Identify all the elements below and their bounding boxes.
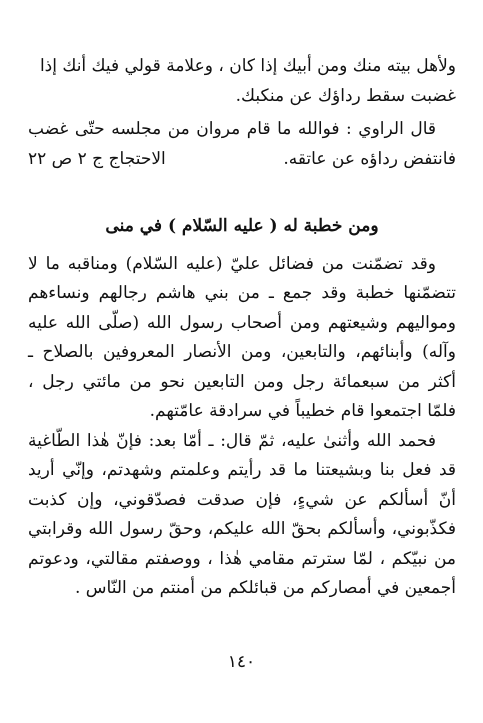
rawi-text: قال الراوي : فوالله ما قام مروان من مجلسه حتّى غضب فانتفض رداؤه عن عاتقه. bbox=[28, 119, 456, 169]
rawi-paragraph bbox=[28, 115, 456, 174]
body-paragraph-2: فحمد الله وأثنىٰ عليه، ثمّ قال: ـ أمّا بعد: فإنّ هٰذا الطّاغية قد فعل بنا وبشيعتنا ما قد رأيتم وعلمتم وشهدتم، وإنّي أريد أنّ أسألكم عن شيءٍ، فإن صدقت فصدّقوني، وإن كذبت فكذّبوني، وأسألكم بحقّ الله عليكم، وحقّ رسول الله وقرابتي من نبيّكم ، لمّا سترتم مقامي هٰذا ، ووصفتم مقالتي، ودعوتم أجمعين في أمصاركم من قبائلكم من أمنتم من النّاس . bbox=[28, 430, 456, 598]
page-number: ١٤٠ bbox=[227, 652, 256, 672]
source-reference: الاحتجاج ج ٢ ص ٢٢ bbox=[28, 148, 166, 169]
intro-line-1: ولأهل بيته منك ومن أبيك إذا كان ، وعلامة قولي فيك أنك إذا bbox=[39, 56, 456, 76]
intro-line-2: غضبت سقط رداؤك عن منكبك. bbox=[235, 85, 456, 106]
intro-paragraph bbox=[28, 52, 456, 111]
page-body bbox=[28, 52, 456, 604]
section-heading: ومن خطبة له ( عليه السّلام ) في منى bbox=[105, 216, 379, 236]
body-paragraph-1: وقد تضمّنت من فضائل عليّ (عليه السّلام) ومناقبه ما لا تتضمّنها خطبة وقد جمع ـ من بني هاشم رجالهم ونساءهم ومواليهم وشيعتهم ومن أصحاب رسول الله (صلّى الله عليه وآله) وأبنائهم، والتابعين، ومن الأنصار المعروفين بالصلاح ـ أكثر من سبعمائة رجل ومن التابعين نحو من مائتي رجل ، فلمّا اجتمعوا قام خطيباً في سرادقة عامّتهم. bbox=[28, 253, 456, 421]
